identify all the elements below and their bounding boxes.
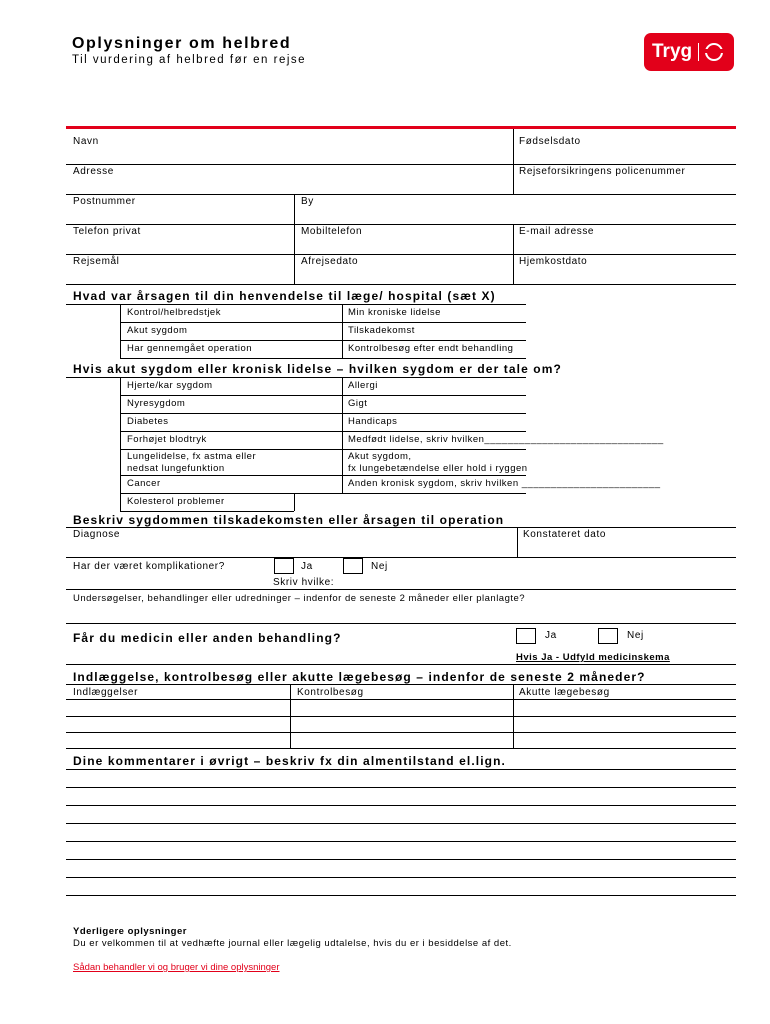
- disease-option[interactable]: Kolesterol problemer: [127, 496, 225, 507]
- chronic-heading: Hvis akut sygdom eller kronisk lidelse – hvilken sygdom er der tale om?: [73, 362, 562, 376]
- medicine-no-checkbox[interactable]: [598, 628, 618, 644]
- disease-option[interactable]: Akut sygdom,: [348, 451, 412, 462]
- grid-line: [66, 164, 736, 165]
- birthdate-field[interactable]: Fødselsdato: [519, 136, 581, 147]
- grid-line: [120, 413, 526, 414]
- grid-line: [294, 493, 295, 511]
- disease-option[interactable]: Medfødt lidelse, skriv hvilken_______________________________: [348, 434, 664, 445]
- medicine-yes-label: Ja: [545, 630, 557, 641]
- complications-no-checkbox[interactable]: [343, 558, 363, 574]
- grid-line: [120, 358, 526, 359]
- grid-line: [66, 623, 736, 624]
- reason-heading: Hvad var årsagen til din henvendelse til læge/ hospital (sæt X): [73, 289, 496, 303]
- disease-option[interactable]: Handicaps: [348, 416, 398, 427]
- medicine-yes-checkbox[interactable]: [516, 628, 536, 644]
- grid-line: [290, 684, 291, 748]
- grid-line: [66, 684, 736, 685]
- reason-option[interactable]: Har gennemgået operation: [127, 343, 253, 354]
- address-field[interactable]: Adresse: [73, 166, 114, 177]
- disease-option[interactable]: Anden kronisk sygdom, skriv hvilken ________________________: [348, 478, 661, 489]
- grid-line: [517, 527, 518, 557]
- complications-question: Har der været komplikationer?: [73, 561, 225, 572]
- medicine-schedule-note: Hvis Ja - Udfyld medicinskema: [516, 652, 670, 663]
- disease-option[interactable]: Allergi: [348, 380, 378, 391]
- postal-code-field[interactable]: Postnummer: [73, 196, 136, 207]
- medicine-question: Får du medicin eller anden behandling?: [73, 631, 342, 645]
- disease-option[interactable]: Lungelidelse, fx astma eller: [127, 451, 257, 462]
- admission-heading: Indlæggelse, kontrolbesøg eller akutte lægebesøg – indenfor de seneste 2 måneder?: [73, 670, 646, 684]
- grid-line: [342, 304, 343, 358]
- grid-line: [513, 224, 514, 284]
- grid-line: [120, 431, 526, 432]
- describe-heading: Beskriv sygdommen tilskadekomsten eller årsagen til operation: [73, 513, 505, 527]
- grid-line: [66, 748, 736, 749]
- comment-line[interactable]: [66, 841, 736, 842]
- reason-option[interactable]: Tilskadekomst: [348, 325, 415, 336]
- grid-line: [66, 377, 526, 378]
- tryg-logo: [644, 33, 734, 71]
- logo-text: Tryg: [652, 41, 693, 62]
- more-info-text: Du er velkommen til at vedhæfte journal eller lægelig udtalelse, hvis du er i besiddelse af det.: [73, 938, 512, 949]
- grid-line: [66, 224, 736, 225]
- comments-heading: Dine kommentarer i øvrigt – beskriv fx din almentilstand el.lign.: [73, 754, 506, 768]
- disease-option[interactable]: Diabetes: [127, 416, 169, 427]
- grid-line: [66, 527, 736, 528]
- grid-line: [120, 322, 526, 323]
- grid-line: [66, 589, 736, 590]
- red-divider: [66, 126, 736, 129]
- disease-option[interactable]: Hjerte/kar sygdom: [127, 380, 213, 391]
- grid-line: [66, 769, 736, 770]
- policy-number-field[interactable]: Rejseforsikringens policenummer: [519, 166, 686, 177]
- complications-yes-checkbox[interactable]: [274, 558, 294, 574]
- grid-line: [66, 284, 736, 285]
- comment-line[interactable]: [66, 895, 736, 896]
- departure-date-field[interactable]: Afrejsedato: [301, 256, 359, 267]
- grid-line: [120, 475, 526, 476]
- grid-line: [120, 511, 294, 512]
- page-title: Oplysninger om helbred: [72, 35, 292, 52]
- grid-line: [66, 732, 736, 733]
- reason-option[interactable]: Kontrol/helbredstjek: [127, 307, 221, 318]
- grid-line: [120, 449, 526, 450]
- disease-option-cont: nedsat lungefunktion: [127, 463, 225, 474]
- disease-option[interactable]: Nyresygdom: [127, 398, 186, 409]
- admissions-column[interactable]: Indlæggelser: [73, 687, 139, 698]
- logo-divider: [698, 43, 699, 61]
- grid-line: [120, 304, 121, 358]
- confirmed-date-field[interactable]: Konstateret dato: [523, 529, 606, 540]
- grid-line: [66, 699, 736, 700]
- reason-option[interactable]: Min kroniske lidelse: [348, 307, 441, 318]
- page-subtitle: Til vurdering af helbred før en rejse: [72, 54, 307, 66]
- grid-line: [66, 716, 736, 717]
- grid-line: [120, 395, 526, 396]
- grid-line: [120, 377, 121, 511]
- comment-line[interactable]: [66, 787, 736, 788]
- disease-option[interactable]: Cancer: [127, 478, 161, 489]
- destination-field[interactable]: Rejsemål: [73, 256, 120, 267]
- email-field[interactable]: E-mail adresse: [519, 226, 595, 237]
- grid-line: [66, 557, 736, 558]
- diagnosis-field[interactable]: Diagnose: [73, 529, 121, 540]
- write-which-field[interactable]: Skriv hvilke:: [273, 577, 335, 588]
- return-date-field[interactable]: Hjemkostdato: [519, 256, 588, 267]
- comment-line[interactable]: [66, 805, 736, 806]
- reason-option[interactable]: Akut sygdom: [127, 325, 188, 336]
- disease-option[interactable]: Gigt: [348, 398, 368, 409]
- city-field[interactable]: By: [301, 196, 314, 207]
- grid-line: [66, 194, 736, 195]
- privacy-link[interactable]: Sådan behandler vi og bruger vi dine oplysninger: [73, 962, 280, 973]
- logo-ring-icon: [705, 43, 723, 61]
- disease-option-cont: fx lungebetændelse eller hold i ryggen: [348, 463, 528, 474]
- phone-private-field[interactable]: Telefon privat: [73, 226, 141, 237]
- name-field[interactable]: Navn: [73, 136, 99, 147]
- grid-line: [66, 304, 526, 305]
- comment-line[interactable]: [66, 877, 736, 878]
- comment-line[interactable]: [66, 859, 736, 860]
- acute-visits-column[interactable]: Akutte lægebesøg: [519, 687, 610, 698]
- control-visits-column[interactable]: Kontrolbesøg: [297, 687, 364, 698]
- grid-line: [513, 129, 514, 194]
- complications-yes-label: Ja: [301, 561, 313, 572]
- disease-option[interactable]: Forhøjet blodtryk: [127, 434, 207, 445]
- comment-line[interactable]: [66, 823, 736, 824]
- examinations-field[interactable]: Undersøgelser, behandlinger eller udredninger – indenfor de seneste 2 måneder eller planlagte?: [73, 593, 526, 604]
- grid-line: [120, 493, 526, 494]
- mobile-field[interactable]: Mobiltelefon: [301, 226, 363, 237]
- grid-line: [66, 254, 736, 255]
- reason-option[interactable]: Kontrolbesøg efter endt behandling: [348, 343, 514, 354]
- grid-line: [120, 340, 526, 341]
- more-info-title: Yderligere oplysninger: [73, 926, 187, 937]
- grid-line: [513, 684, 514, 748]
- grid-line: [342, 377, 343, 493]
- grid-line: [294, 194, 295, 284]
- medicine-no-label: Nej: [627, 630, 644, 641]
- grid-line: [66, 664, 736, 665]
- complications-no-label: Nej: [371, 561, 388, 572]
